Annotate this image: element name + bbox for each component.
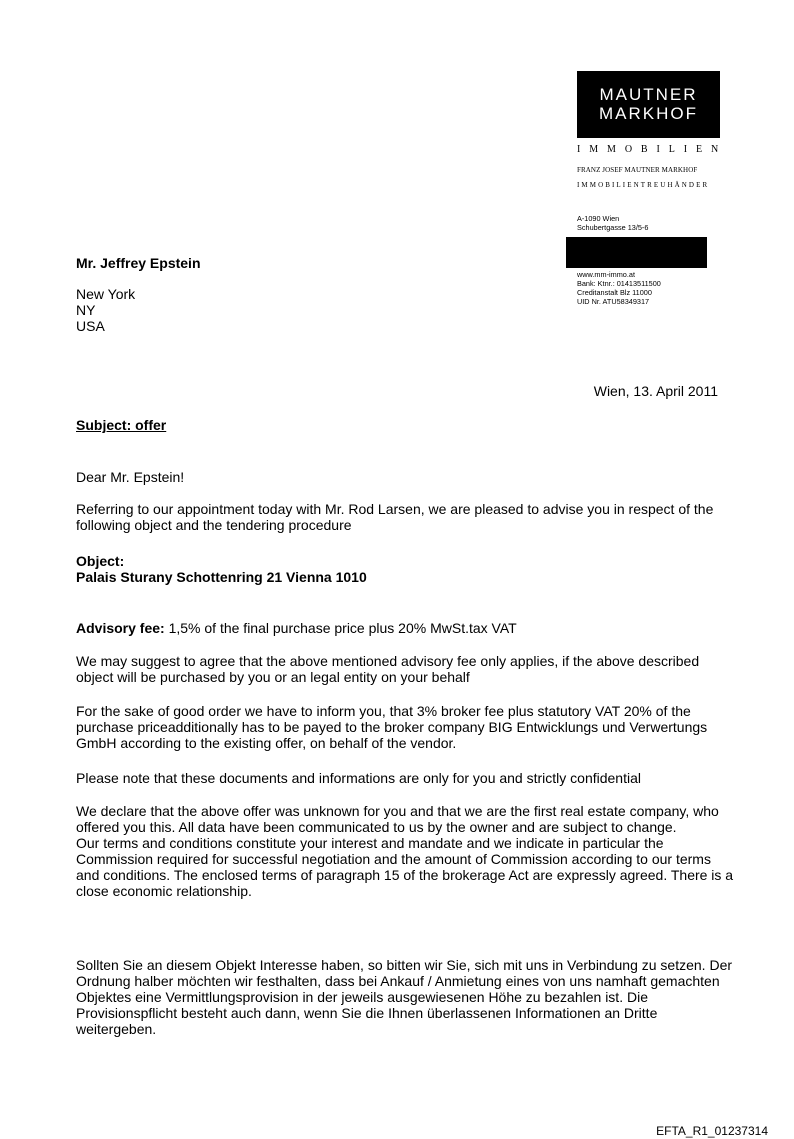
brand-founder: FRANZ JOSEF MAUTNER MARKHOF <box>577 166 698 174</box>
logo-line-2: MARKHOF <box>599 104 698 123</box>
letter-date: Wien, 13. April 2011 <box>593 383 718 399</box>
brand-trustee: IMMOBILIENTREUHÄNDER <box>577 181 710 189</box>
redaction-block <box>566 237 707 268</box>
paragraph-4-5 <box>76 803 736 899</box>
address-line-2: Schubertgasse 13/5-6 <box>577 223 649 232</box>
company-contact <box>577 270 661 306</box>
logo-line-1: MAUTNER <box>599 85 698 104</box>
recipient-name: Mr. Jeffrey Epstein <box>76 255 201 271</box>
paragraph-6: Sollten Sie an diesem Objekt Interesse haben, so bitten wir Sie, sich mit uns in Verbindung zu setzen. Der Ordnung halber möchten wir festhalten, dass bei Ankauf / Anmietung eines von uns namhaft gemachten Objektes eine Vermittlungsprovision in der jeweils ausgewiesenen Höhe zu bezahlen ist. Die Provisionspflicht besteht auch dann, wenn Sie die Ihnen überlassenen Informationen an Dritte weitergeben. <box>76 957 733 1037</box>
paragraph-1: We may suggest to agree that the above mentioned advisory fee only applies, if the above described object will be purchased by you or an legal entity on your behalf <box>76 653 700 685</box>
object-value: Palais Sturany Schottenring 21 Vienna 1010 <box>76 569 367 585</box>
brand-immobilien: IMMOBILIEN <box>577 144 728 155</box>
advisory-fee <box>76 620 736 636</box>
company-uid: UID Nr. ATU58349317 <box>577 297 650 306</box>
recipient-country: USA <box>76 318 105 334</box>
address-line-1: A-1090 Wien <box>577 214 620 223</box>
paragraph-3: Please note that these documents and informations are only for you and strictly confidential <box>76 770 641 786</box>
document-id: EFTA_R1_01237314 <box>656 1124 768 1138</box>
recipient-state: NY <box>76 302 96 318</box>
recipient-address <box>76 286 135 334</box>
paragraph-5: Our terms and conditions constitute your interest and mandate and we indicate in particular the Commission required for successful negotiation and the amount of Commission according to our terms and conditions. The enclosed terms of paragraph 15 of the brokerage Act are expressly agreed. There is a close economic relationship. <box>76 835 734 899</box>
company-logo <box>577 71 720 138</box>
company-website: www.mm-immo.at <box>577 270 635 279</box>
advisory-label: Advisory fee: <box>76 620 165 636</box>
letter-subject: Subject: offer <box>76 417 167 433</box>
company-address <box>577 214 648 232</box>
object-label: Object: <box>76 553 125 569</box>
advisory-text: 1,5% of the final purchase price plus 20% MwSt.tax VAT <box>164 620 517 636</box>
paragraph-4: We declare that the above offer was unknown for you and that we are the first real estate company, who offered you this. All data have been communicated to us by the owner and are subject to change. <box>76 803 719 835</box>
company-creditanstalt: Creditanstalt Blz 11000 <box>577 288 652 297</box>
company-bank: Bank: Ktnr.: 01413511500 <box>577 279 661 288</box>
object-section <box>76 553 736 585</box>
salutation: Dear Mr. Epstein! <box>76 469 185 485</box>
intro-paragraph: Referring to our appointment today with Mr. Rod Larsen, we are pleased to advise you in respect of the following object and the tendering procedure <box>76 501 714 533</box>
recipient-city: New York <box>76 286 136 302</box>
paragraph-2: For the sake of good order we have to inform you, that 3% broker fee plus statutory VAT 20% of the purchase priceadditionally has to be payed to the broker company BIG Entwicklungs und Verwertungs GmbH according to the existing offer, on behalf of the vendor. <box>76 703 708 751</box>
